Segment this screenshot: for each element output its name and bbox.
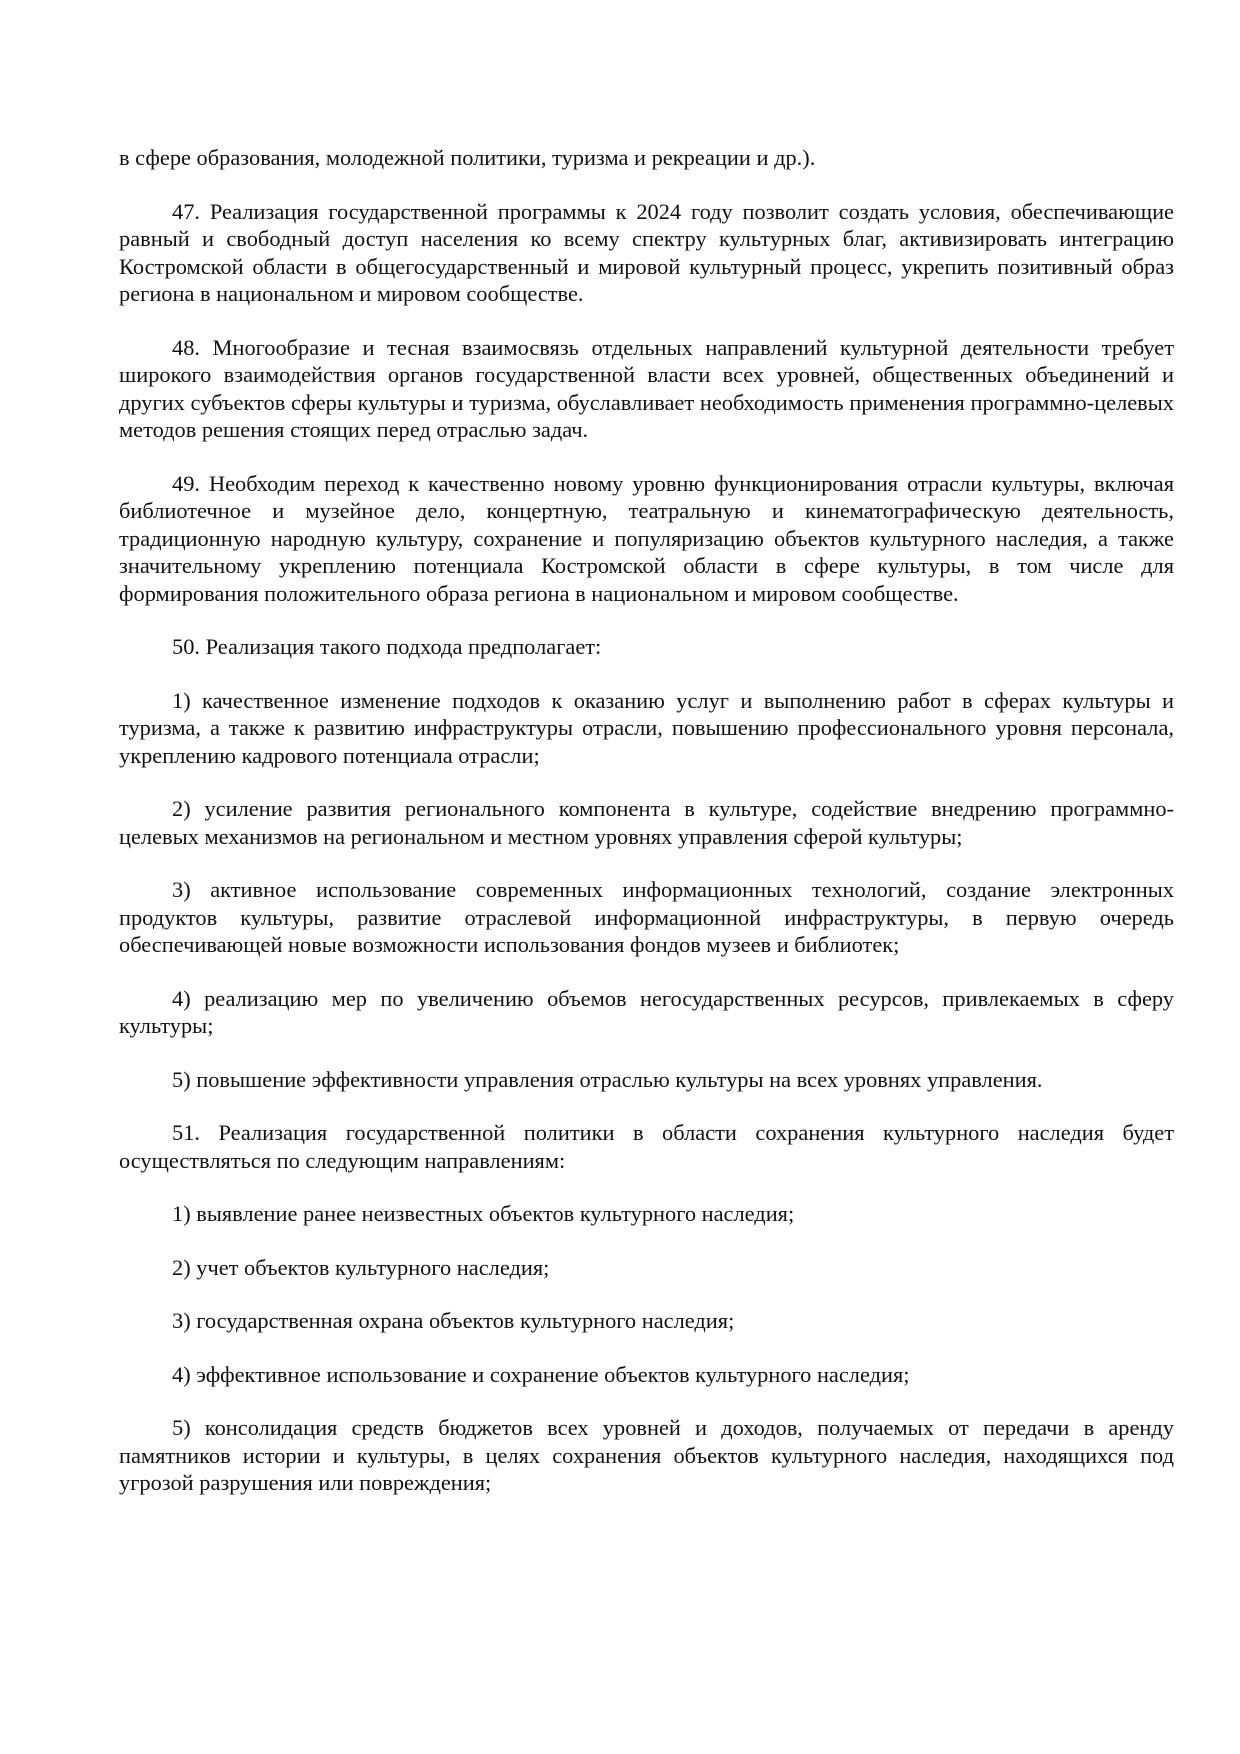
list-item-51-3: 3) государственная охрана объектов культурного наследия; <box>172 1308 735 1333</box>
paragraph-47: 47. Реализация государственной программы к 2024 году позволит создать условия, обеспечивающие равный и свободный доступ населения ко всему спектру культурных благ, активизировать интеграцию Костромской области в общегосударственный и мировой культурный процесс, укрепить позитивный образ региона в национальном и мировом сообществе. <box>119 198 1174 306</box>
list-item-50-5: 5) повышение эффективности управления отраслью культуры на всех уровнях управления. <box>172 1066 1043 1092</box>
list-item-50-3: 3) активное использование современных информационных технологий, создание электронных продуктов культуры, развитие отраслевой информационной инфраструктуры, в первую очередь обеспечивающей новые возможности использования фондов музеев и библиотек; <box>119 877 1174 957</box>
list-item-51-1: 1) выявление ранее неизвестных объектов культурного наследия; <box>172 1201 795 1226</box>
paragraph-50: 50. Реализация такого подхода предполагает: <box>172 634 602 659</box>
list-item-51-5: 5) консолидация средств бюджетов всех уровней и доходов, получаемых от передачи в аренду памятников истории и культуры, в целях сохранения объектов культурного наследия, находящихся под угрозой разрушения или повреждения; <box>119 1415 1174 1495</box>
list-item-50-4: 4) реализацию мер по увеличению объемов негосударственных ресурсов, привлекаемых в сферу культуры; <box>119 985 1174 1038</box>
list-item-50-2: 2) усиление развития регионального компонента в культуре, содействие внедрению программно-целевых механизмов на региональном и местном уровнях управления сферой культуры; <box>119 796 1174 849</box>
document-page <box>119 144 1174 1523</box>
paragraph-51: 51. Реализация государственной политики в области сохранения культурного наследия будет осуществляться по следующим направлениям: <box>119 1120 1174 1173</box>
list-item-51-2: 2) учет объектов культурного наследия; <box>172 1254 550 1280</box>
list-item-50-1: 1) качественное изменение подходов к оказанию услуг и выполнению работ в сферах культуры и туризма, а также к развитию инфраструктуры отрасли, повышению профессионального уровня персонала, укреплению кадрового потенциала отрасли; <box>119 687 1174 768</box>
paragraph-48: 48. Многообразие и тесная взаимосвязь отдельных направлений культурной деятельности требует широкого взаимодействия органов государственной власти всех уровней, общественных объединений и других субъектов сферы культуры и туризма, обуславливает необходимость применения программно-целевых методов решения стоящих перед отраслью задач. <box>119 334 1174 442</box>
paragraph-49: 49. Необходим переход к качественно новому уровню функционирования отрасли культуры, включая библиотечное и музейное дело, концертную, театральную и кинематографическую деятельность, традиционную народную культуру, сохранение и популяризацию объектов культурного наследия, а также значительному укреплению потенциала Костромской области в сфере культуры, в том числе для формирования положительного образа региона в национальном и мировом сообществе. <box>119 470 1174 606</box>
paragraph-continuation: в сфере образования, молодежной политики, туризма и рекреации и др.). <box>119 145 816 170</box>
list-item-51-4: 4) эффективное использование и сохранение объектов культурного наследия; <box>172 1361 910 1387</box>
